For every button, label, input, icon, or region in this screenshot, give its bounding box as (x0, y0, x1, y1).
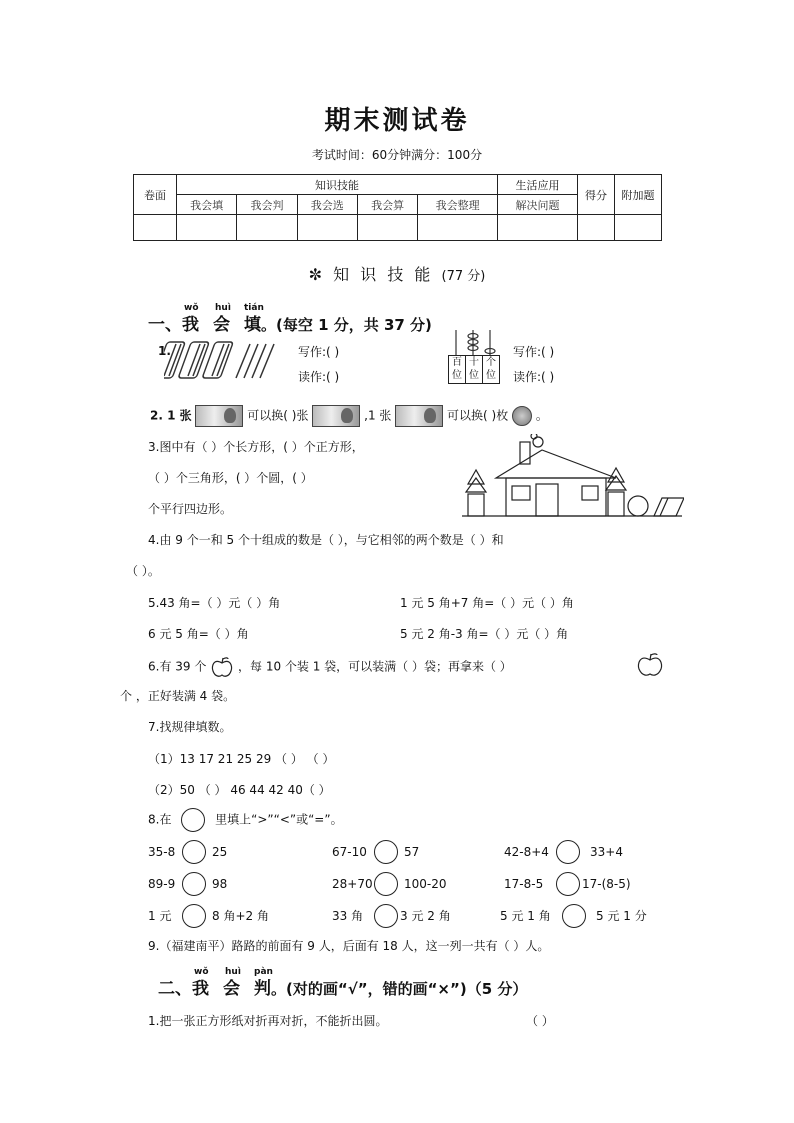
q8-row3: 1 元 8 角+2 角 33 角 3 元 2 角 5 元 1 角 5 元 1 分 (148, 904, 647, 928)
q1-read2-blank[interactable]: 读作:( ) (513, 370, 555, 384)
sub-solve: 解决问题 (498, 195, 578, 215)
compare-circle (181, 808, 205, 832)
part2-title: 二、 wǒ 我 huì 会 pàn 判。(对的画“√”，错的画“×”)（5 分） (158, 967, 528, 999)
q3-line3: 个平行四边形。 (148, 502, 233, 516)
part2-q1-text: 1.把一张正方形纸对折再对折，不能折出圆。 (148, 1014, 388, 1028)
score-cell[interactable] (357, 215, 417, 241)
abacus-place-labels: 百位 十位 个位 (448, 355, 500, 384)
col-paper: 卷面 (134, 175, 177, 215)
col-life: 生活应用 (498, 175, 578, 195)
col-extra: 附加题 (615, 175, 662, 215)
compare-circle[interactable] (556, 840, 580, 864)
compare-circle[interactable] (182, 904, 206, 928)
score-cell[interactable] (297, 215, 357, 241)
q6-line2: 个 ，正好装满 4 袋。 (120, 689, 236, 703)
banknote-icon (312, 405, 360, 427)
q8-instruction: 8.在 里填上“>”“<”或“=”。 (148, 808, 343, 832)
q3-line1: 3.图中有（ ）个长方形，( ）个正方形， (148, 440, 364, 454)
compare-circle[interactable] (374, 872, 398, 896)
compare-circle[interactable] (374, 840, 398, 864)
sub-organize: 我会整理 (418, 195, 498, 215)
abacus-beads-icon (448, 330, 500, 356)
q1-write-blank[interactable]: 写作:( ) (298, 345, 340, 359)
part2-q1-answer-blank[interactable]: （ ） (526, 1014, 554, 1028)
sub-judge: 我会判 (237, 195, 297, 215)
apple-icon (636, 652, 664, 678)
col-knowledge: 知识技能 (177, 175, 498, 195)
score-cell[interactable] (578, 215, 615, 241)
compare-circle[interactable] (374, 904, 398, 928)
q5-b: 1 元 5 角+7 角=（ ）元（ ）角 (400, 596, 574, 610)
q5-a: 5.43 角=（ ）元（ ）角 (148, 596, 281, 610)
score-cell[interactable] (615, 215, 662, 241)
q1-read-blank[interactable]: 读作:( ) (298, 370, 340, 384)
q3-line2: （ ）个三角形，( ）个圆，( ） (148, 471, 313, 485)
q4-line2: （ ）。 (126, 564, 160, 578)
part1-title: 一、 wǒ 我 huì 会 tián 填。(每空 1 分，共 37 分) (148, 303, 432, 335)
score-cell[interactable] (418, 215, 498, 241)
q8-row1: 35-8 25 67-10 57 42-8+4 33+4 (148, 840, 623, 864)
score-cell[interactable] (237, 215, 297, 241)
q9-line: 9.（福建南平）路路的前面有 9 人，后面有 18 人，这一列一共有（ ）人。 (148, 939, 550, 953)
section-heading: ✼ 知 识 技 能 (77 分) (308, 265, 486, 284)
q4-line1: 4.由 9 个一和 5 个十组成的数是（ ），与它相邻的两个数是（ ）和 (148, 533, 504, 547)
compare-circle[interactable] (182, 840, 206, 864)
q5-c: 6 元 5 角=（ ）角 (148, 627, 249, 641)
q2-line: 2. 1 张 可以换( )张 ,1 张 可以换( )枚 。 (150, 405, 548, 427)
q5-d: 5 元 2 角-3 角=（ ）元（ ）角 (400, 627, 569, 641)
sub-calc: 我会算 (357, 195, 417, 215)
page-title: 期末测试卷 (324, 106, 470, 136)
score-table (133, 174, 662, 241)
q7-title: 7.找规律填数。 (148, 720, 232, 734)
sticks-bundle-icon (164, 340, 284, 382)
sub-choose: 我会选 (297, 195, 357, 215)
compare-circle[interactable] (556, 872, 580, 896)
score-cell[interactable] (498, 215, 578, 241)
q7-seq2: （2）50 （ ） 46 44 42 40（ ） (148, 783, 331, 797)
apple-icon (210, 656, 234, 678)
q6-line1: 6.有 39 个 ，每 10 个装 1 袋，可以装满（ ）袋；再拿来（ ） (148, 656, 512, 678)
exam-info: 考试时间：60分钟满分：100分 (311, 148, 483, 162)
score-cell[interactable] (134, 215, 177, 241)
q1-write2-blank[interactable]: 写作:( ) (513, 345, 555, 359)
flower-icon: ✼ (308, 265, 326, 284)
compare-circle[interactable] (182, 872, 206, 896)
score-cell[interactable] (177, 215, 237, 241)
banknote-50-icon (195, 405, 243, 427)
banknote-icon (395, 405, 443, 427)
q7-seq1: （1）13 17 21 25 29 （ ） （ ） (148, 752, 335, 766)
sub-fill: 我会填 (177, 195, 237, 215)
q8-row2: 89-9 98 28+70 100-20 17-8-5 17-(8-5) (148, 872, 631, 896)
house-shapes-figure (462, 434, 684, 520)
coin-icon (512, 406, 532, 426)
col-score: 得分 (578, 175, 615, 215)
compare-circle[interactable] (562, 904, 586, 928)
